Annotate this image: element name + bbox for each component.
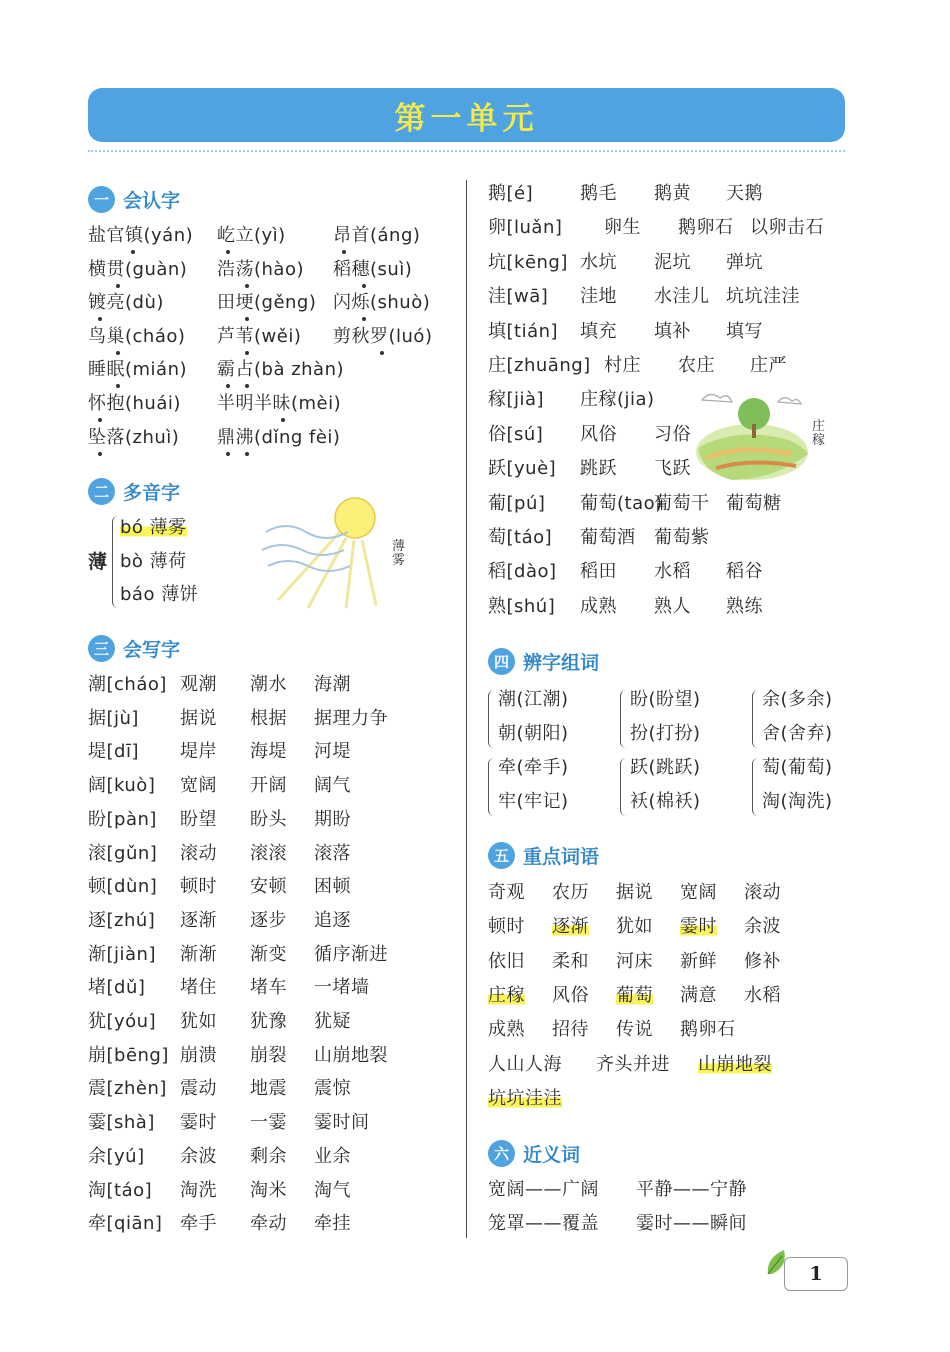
section-number: 一 (88, 186, 115, 213)
write-word: 山崩地裂 (314, 1044, 388, 1066)
synonym-pair: 宽阔——广阔 (488, 1179, 599, 1200)
key-word: 河床 (616, 950, 653, 972)
section-title: 辨字组词 (523, 652, 600, 674)
write-word: 成熟 (580, 595, 617, 617)
recognize-word: 半明半昧(mèi) (217, 393, 342, 414)
write-word: 葡萄(tao) (580, 492, 663, 514)
write-character: 崩[bēng] (88, 1044, 169, 1066)
write-word: 风俗 (580, 423, 617, 445)
write-word: 滚动 (180, 842, 217, 864)
synonym-pair: 霎时——瞬间 (636, 1213, 747, 1234)
key-word: 修补 (744, 950, 781, 972)
emphasis-dot (245, 452, 249, 456)
write-word: 鹅黄 (654, 183, 691, 204)
key-word: 柔和 (552, 950, 589, 972)
write-word: 潮水 (250, 674, 287, 695)
emphasis-dot (342, 250, 346, 254)
write-word: 循序渐进 (314, 943, 388, 965)
write-word: 顿时 (180, 876, 217, 898)
write-character: 据[jù] (88, 707, 139, 729)
key-word: 坑坑洼洼 (488, 1087, 562, 1109)
key-word: 山崩地裂 (698, 1053, 772, 1075)
section-title: 重点词语 (523, 846, 600, 868)
pair-brace (620, 758, 627, 816)
section-heading-recognize (88, 186, 180, 213)
distinguish-word: 潮(江潮) (498, 689, 569, 710)
write-word: 填写 (726, 320, 763, 342)
write-word: 霎时 (180, 1112, 217, 1134)
distinguish-word: 扮(打扮) (630, 723, 701, 744)
write-word: 追逐 (314, 909, 351, 931)
write-word: 熟人 (654, 595, 691, 617)
write-character: 萄[táo] (488, 527, 553, 548)
write-word: 地震 (250, 1078, 287, 1100)
write-character: 盼[pàn] (88, 808, 157, 830)
emphasis-dot (281, 418, 285, 422)
write-character: 葡[pú] (488, 492, 546, 514)
write-word: 阔气 (314, 775, 351, 797)
write-word: 开阔 (250, 775, 287, 797)
write-word: 崩裂 (250, 1044, 287, 1066)
write-word: 犹如 (180, 1011, 217, 1032)
write-word: 业余 (314, 1145, 351, 1167)
write-word: 稻田 (580, 561, 617, 583)
section-number: 二 (88, 478, 115, 505)
distinguish-word: 淘(淘洗) (762, 791, 833, 812)
key-word: 逐渐 (552, 916, 589, 938)
write-word: 水坑 (580, 251, 617, 273)
recognize-word: 鸟巢(cháo) (88, 326, 186, 347)
key-word: 霎时 (680, 916, 717, 938)
section-heading-distinguish (488, 648, 599, 675)
write-word: 堵住 (180, 977, 217, 999)
write-character: 阔[kuò] (88, 775, 156, 797)
write-word: 熟练 (726, 595, 763, 617)
recognize-word: 盐官镇(yán) (88, 225, 194, 246)
emphasis-dot (245, 351, 249, 355)
recognize-word: 睡眠(mián) (88, 359, 188, 380)
key-word: 水稻 (744, 984, 781, 1006)
write-word: 牵动 (250, 1213, 287, 1235)
write-word: 根据 (250, 707, 287, 729)
write-word: 安顿 (250, 876, 287, 898)
key-word: 农历 (552, 882, 589, 903)
mist-sun-illustration (258, 490, 388, 610)
key-word: 新鲜 (680, 950, 717, 972)
section-number: 六 (488, 1140, 515, 1167)
write-word: 淘洗 (180, 1179, 217, 1201)
write-word: 鹅毛 (580, 183, 617, 204)
key-word: 成熟 (488, 1019, 525, 1041)
write-word: 一堵墙 (314, 977, 370, 999)
write-word: 盼望 (180, 808, 217, 830)
page-number: 1 (784, 1257, 848, 1291)
write-word: 水稻 (654, 561, 691, 583)
write-word: 一霎 (250, 1112, 287, 1134)
section-heading-keywords (488, 842, 599, 869)
recognize-word: 屹立(yì) (217, 225, 286, 246)
section-heading-synonyms (488, 1140, 580, 1167)
recognize-word: 剪秋罗(luó) (333, 326, 433, 347)
recognize-word: 稻穗(suì) (333, 259, 413, 280)
key-word: 传说 (616, 1019, 653, 1041)
recognize-word: 镀亮(dù) (88, 292, 164, 313)
key-word: 依旧 (488, 950, 525, 972)
write-word: 犹豫 (250, 1011, 287, 1032)
key-word: 奇观 (488, 882, 525, 903)
section-title: 会写字 (123, 639, 181, 661)
key-word: 鹅卵石 (680, 1019, 736, 1041)
write-character: 淘[táo] (88, 1179, 153, 1201)
pair-brace (752, 690, 759, 748)
write-character: 坑[kēng] (488, 251, 568, 273)
recognize-word: 浩荡(hào) (217, 259, 304, 280)
write-word: 葡萄糖 (726, 492, 782, 514)
emphasis-dot (98, 317, 102, 321)
write-character: 俗[sú] (488, 423, 544, 445)
key-word: 庄稼 (488, 984, 525, 1006)
recognize-word: 霸占(bà zhàn) (217, 359, 345, 380)
write-word: 余波 (180, 1145, 217, 1167)
write-character: 牵[qiān] (88, 1213, 163, 1235)
distinguish-word: 朝(朝阳) (498, 723, 569, 744)
key-word: 滚动 (744, 882, 781, 903)
polyphone-reading: bó 薄雾 (120, 517, 187, 538)
write-word: 海潮 (314, 674, 351, 695)
write-character: 堤[dī] (88, 741, 139, 763)
emphasis-dot (380, 351, 384, 355)
column-divider (466, 180, 467, 1238)
write-word: 崩溃 (180, 1044, 217, 1066)
key-word: 风俗 (552, 984, 589, 1006)
pair-brace (620, 690, 627, 748)
pair-brace (488, 690, 495, 748)
recognize-word: 昂首(áng) (333, 225, 421, 246)
recognize-word: 坠落(zhuì) (88, 427, 180, 448)
write-word: 逐步 (250, 909, 287, 931)
recognize-word: 闪烁(shuò) (333, 292, 431, 313)
section-number: 五 (488, 842, 515, 869)
key-word: 齐头并进 (596, 1053, 670, 1075)
recognize-word: 田埂(gěng) (217, 292, 317, 313)
section-title: 多音字 (123, 482, 181, 504)
write-word: 宽阔 (180, 775, 217, 797)
key-word: 人山人海 (488, 1053, 562, 1075)
distinguish-word: 舍(舍弃) (762, 723, 833, 744)
write-word: 鹅卵石 (678, 217, 734, 239)
write-character: 余[yú] (88, 1145, 145, 1167)
distinguish-word: 萄(葡萄) (762, 757, 833, 778)
write-word: 据理力争 (314, 707, 388, 729)
write-word: 葡萄酒 (580, 527, 636, 548)
write-word: 泥坑 (654, 251, 691, 273)
emphasis-dot (245, 317, 249, 321)
write-word: 滚落 (314, 842, 351, 864)
key-word: 犹如 (616, 916, 653, 938)
write-word: 堤岸 (180, 741, 217, 763)
write-word: 庄严 (750, 355, 787, 376)
write-word: 庄稼(jia) (580, 389, 655, 411)
section-number: 四 (488, 648, 515, 675)
write-character: 洼[wā] (488, 286, 549, 308)
synonym-pair: 笼罩——覆盖 (488, 1213, 599, 1234)
write-word: 观潮 (180, 674, 217, 695)
recognize-word: 鼎沸(dǐng fèi) (217, 427, 341, 448)
emphasis-dot (362, 317, 366, 321)
polyphone-reading: bò 薄荷 (120, 551, 187, 572)
pair-brace (752, 758, 759, 816)
key-word: 招待 (552, 1019, 589, 1041)
write-character: 填[tián] (488, 320, 559, 342)
distinguish-word: 跃(跳跃) (630, 757, 701, 778)
recognize-word: 怀抱(huái) (88, 393, 181, 414)
key-word: 余波 (744, 916, 781, 938)
write-character: 卵[luǎn] (488, 217, 563, 239)
write-word: 困顿 (314, 876, 351, 898)
write-word: 水洼儿 (654, 286, 710, 308)
write-character: 稼[jià] (488, 389, 545, 411)
section-title: 近义词 (523, 1144, 581, 1166)
emphasis-dot (226, 384, 230, 388)
key-word: 宽阔 (680, 882, 717, 903)
write-character: 震[zhèn] (88, 1078, 167, 1100)
write-character: 渐[jiàn] (88, 943, 156, 965)
emphasis-dot (116, 351, 120, 355)
field-label: 庄稼 (812, 419, 826, 448)
distinguish-word: 袄(棉袄) (630, 791, 701, 812)
key-word: 满意 (680, 984, 717, 1006)
section-heading-polyphone (88, 478, 180, 505)
emphasis-dot (98, 418, 102, 422)
write-word: 河堤 (314, 741, 351, 763)
write-word: 跳跃 (580, 458, 617, 480)
write-character: 滚[gǔn] (88, 842, 158, 864)
polyphone-brace (112, 516, 119, 608)
recognize-word: 芦苇(wěi) (217, 326, 302, 347)
emphasis-dot (98, 452, 102, 456)
write-word: 牵手 (180, 1213, 217, 1235)
write-word: 弹坑 (726, 251, 763, 273)
write-character: 堵[dǔ] (88, 977, 146, 999)
emphasis-dot (245, 284, 249, 288)
write-word: 葡萄干 (654, 492, 710, 514)
key-word: 顿时 (488, 916, 525, 938)
key-word: 据说 (616, 882, 653, 903)
mist-label: 薄雾 (392, 539, 406, 568)
section-number: 三 (88, 635, 115, 662)
section-heading-write (88, 635, 180, 662)
write-character: 熟[shú] (488, 595, 556, 617)
write-character: 潮[cháo] (88, 674, 167, 695)
write-word: 逐渐 (180, 909, 217, 931)
pair-brace (488, 758, 495, 816)
write-word: 村庄 (604, 355, 641, 376)
write-word: 海堤 (250, 741, 287, 763)
write-character: 鹅[é] (488, 183, 534, 204)
write-word: 滚滚 (250, 842, 287, 864)
write-word: 飞跃 (654, 458, 691, 480)
polyphone-char: 薄 (88, 551, 108, 573)
emphasis-dot (362, 284, 366, 288)
write-word: 洼地 (580, 286, 617, 308)
write-word: 震动 (180, 1078, 217, 1100)
write-word: 渐变 (250, 943, 287, 965)
emphasis-dot (245, 384, 249, 388)
write-word: 填补 (654, 320, 691, 342)
write-word: 稻谷 (726, 561, 763, 583)
emphasis-dot (226, 250, 230, 254)
write-word: 据说 (180, 707, 217, 729)
write-word: 天鹅 (726, 183, 763, 204)
write-word: 葡萄紫 (654, 527, 710, 548)
write-character: 逐[zhú] (88, 909, 156, 931)
distinguish-word: 牢(牢记) (498, 791, 569, 812)
emphasis-dot (226, 452, 230, 456)
recognize-word: 横贯(guàn) (88, 259, 188, 280)
write-word: 震惊 (314, 1078, 351, 1100)
farm-field-illustration (692, 388, 812, 484)
write-word: 堵车 (250, 977, 287, 999)
unit-title-banner (88, 88, 845, 142)
write-word: 牵挂 (314, 1213, 351, 1235)
emphasis-dot (131, 250, 135, 254)
unit-title: 第一单元 (394, 100, 539, 137)
emphasis-dot (116, 284, 120, 288)
write-word: 犹疑 (314, 1011, 351, 1032)
emphasis-dot (116, 384, 120, 388)
write-word: 霎时间 (314, 1112, 370, 1134)
write-word: 填充 (580, 320, 617, 342)
write-character: 跃[yuè] (488, 458, 557, 480)
dotted-divider (88, 150, 845, 152)
write-word: 剩余 (250, 1145, 287, 1167)
write-character: 顿[dùn] (88, 876, 158, 898)
write-word: 习俗 (654, 423, 691, 445)
write-word: 农庄 (678, 355, 715, 376)
write-character: 霎[shà] (88, 1112, 155, 1134)
write-character: 庄[zhuāng] (488, 355, 591, 376)
write-word: 期盼 (314, 808, 351, 830)
write-word: 淘气 (314, 1179, 351, 1201)
write-character: 犹[yóu] (88, 1011, 157, 1032)
write-word: 卵生 (604, 217, 641, 239)
write-character: 稻[dào] (488, 561, 557, 583)
write-word: 淘米 (250, 1179, 287, 1201)
polyphone-reading: báo 薄饼 (120, 584, 199, 605)
write-word: 坑坑洼洼 (726, 286, 800, 308)
write-word: 渐渐 (180, 943, 217, 965)
write-word: 以卵击石 (750, 217, 824, 239)
distinguish-word: 盼(盼望) (630, 689, 701, 710)
key-word: 葡萄 (616, 984, 653, 1006)
section-title: 会认字 (123, 190, 181, 212)
synonym-pair: 平静——宁静 (636, 1179, 747, 1200)
write-word: 盼头 (250, 808, 287, 830)
distinguish-word: 余(多余) (762, 689, 833, 710)
distinguish-word: 牵(牵手) (498, 757, 569, 778)
